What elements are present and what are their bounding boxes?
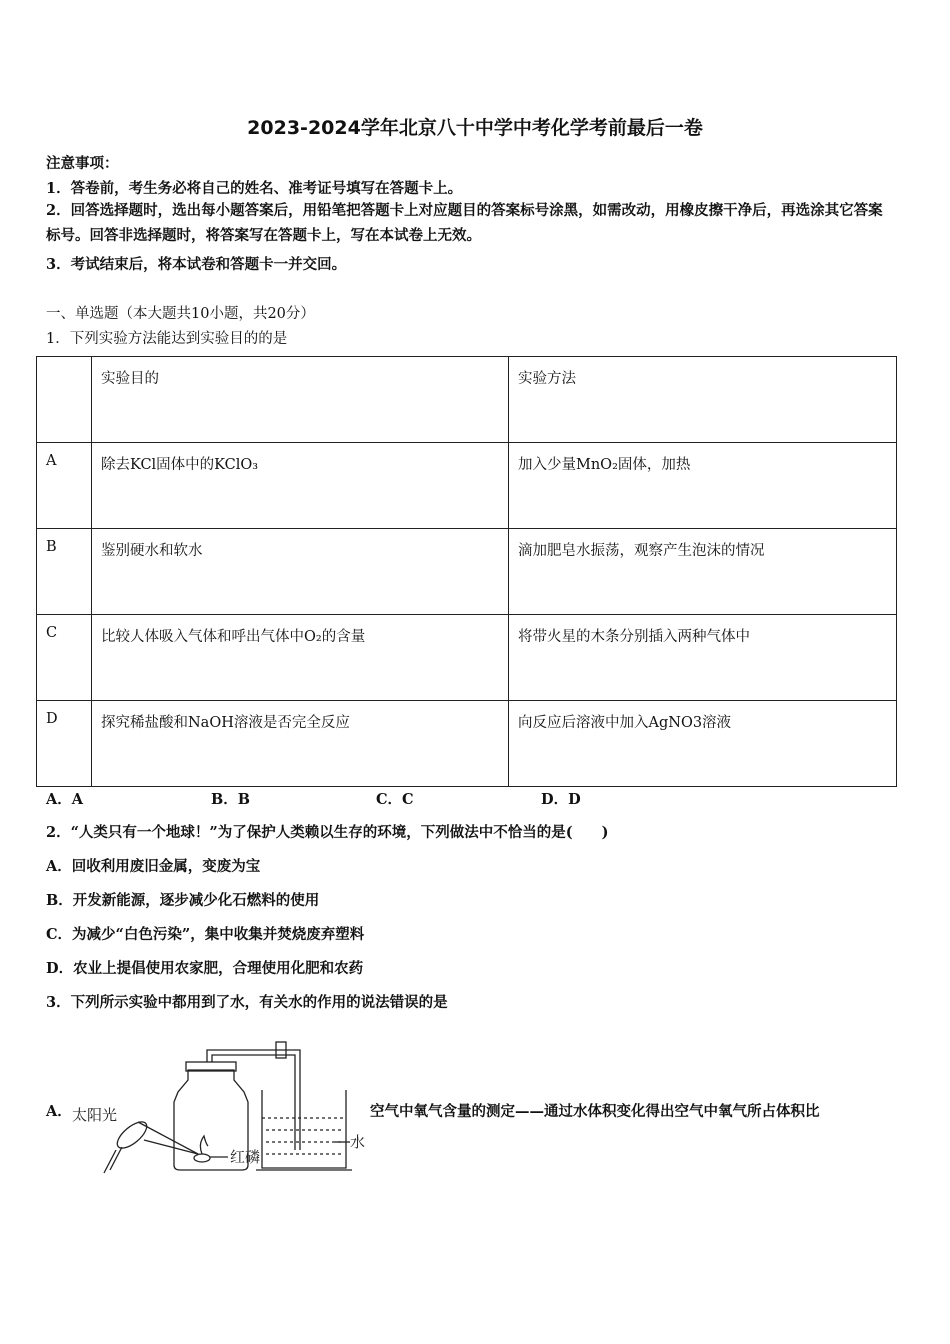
row-label: A: [37, 443, 92, 529]
connecting-tube: [207, 1050, 300, 1150]
table-header-row: [37, 357, 897, 443]
row-label: C: [37, 615, 92, 701]
row-method: 滴加肥皂水振荡，观察产生泡沫的情况: [509, 529, 897, 615]
section-heading: 一、单选题（本大题共10小题，共20分）: [46, 306, 315, 322]
row-goal: 比较人体吸入气体和呼出气体中O₂的含量: [92, 615, 509, 701]
row-goal: 除去KCl固体中的KClO₃: [92, 443, 509, 529]
label-sun: 太阳光: [72, 1106, 118, 1124]
header-cell-goal: 实验目的: [92, 357, 509, 443]
magnifier-lens-icon: [113, 1117, 151, 1152]
q1-option-a[interactable]: A．A: [46, 791, 84, 808]
q3-stem: 3．下列所示实验中都用到了水，有关水的作用的说法错误的是: [46, 994, 448, 1011]
header-cell-method: 实验方法: [509, 357, 897, 443]
label-water: 水: [350, 1133, 366, 1151]
combustion-spoon: [194, 1154, 210, 1162]
q2-option-c[interactable]: C．为减少“白色污染”，集中收集并焚烧废弃塑料: [46, 926, 365, 943]
q1-option-d[interactable]: D．D: [541, 791, 581, 808]
row-method: 加入少量MnO₂固体，加热: [509, 443, 897, 529]
row-label: B: [37, 529, 92, 615]
notice-heading: 注意事项：: [46, 155, 119, 172]
apparatus-diagram: [70, 1030, 370, 1180]
notice-item-3: 3．考试结束后，将本试卷和答题卡一并交回。: [46, 256, 347, 273]
notice-item-2: 2．回答选择题时，选出每小题答案后，用铅笔把答题卡上对应题目的答案标号涂黑，如需改动，用橡皮擦干净后，再选涂其它答案标号。回答非选择题时，将答案写在答题卡上，写在本试卷上无效。: [46, 202, 883, 244]
row-method: 向反应后溶液中加入AgNO3溶液: [509, 701, 897, 787]
beaker: [262, 1090, 346, 1168]
row-method: 将带火星的木条分别插入两种气体中: [509, 615, 897, 701]
q1-table: [36, 356, 897, 787]
page-title: 2023-2024学年北京八十中学中考化学考前最后一卷: [247, 117, 703, 139]
q1-option-b[interactable]: B．B: [211, 791, 251, 808]
q1-stem: 1．下列实验方法能达到实验目的的是: [46, 331, 288, 347]
notice-item-1: 1．答卷前，考生务必将自己的姓名、准考证号填写在答题卡上。: [46, 180, 463, 197]
q2-option-a[interactable]: A．回收利用废旧金属，变废为宝: [46, 858, 261, 875]
table-row: [37, 443, 897, 529]
header-cell-label: [37, 357, 92, 443]
table-row: [37, 529, 897, 615]
table-row: [37, 701, 897, 787]
row-goal: 探究稀盐酸和NaOH溶液是否完全反应: [92, 701, 509, 787]
q2-option-b[interactable]: B．开发新能源，逐步减少化石燃料的使用: [46, 892, 320, 909]
table-row: [37, 615, 897, 701]
q2-option-d[interactable]: D．农业上提倡使用农家肥，合理使用化肥和农药: [46, 960, 364, 977]
q1-options: [46, 788, 706, 809]
row-label: D: [37, 701, 92, 787]
q3-option-a-label[interactable]: A．: [46, 1103, 72, 1120]
q3-option-a-text: 空气中氧气含量的测定——通过水体积变化得出空气中氧气所占体积比: [370, 1103, 820, 1120]
label-phosphorus: 红磷: [230, 1148, 261, 1166]
q1-option-c[interactable]: C．C: [376, 791, 414, 808]
q2-stem: 2．“人类只有一个地球！”为了保护人类赖以生存的环境，下列做法中不恰当的是( ): [46, 824, 609, 841]
row-goal: 鉴别硬水和软水: [92, 529, 509, 615]
